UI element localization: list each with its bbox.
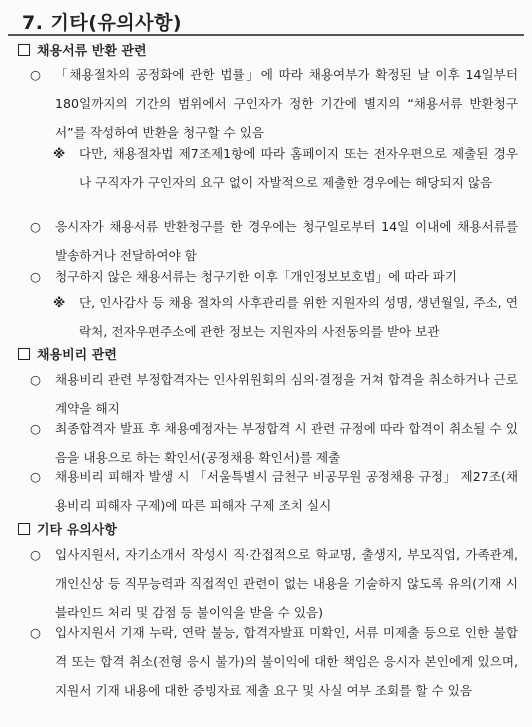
section-heading-other-notes: 기타 유의사항 <box>18 519 117 538</box>
title-divider <box>8 34 524 36</box>
circle-bullet-icon: ○ <box>30 219 41 234</box>
list-item: ○ 입사지원서 기재 누락, 연락 불능, 합격자발표 미확인, 서류 미제출 등으로 인한 불합격 또는 합격 취소(전형 응시 불가)의 불이익에 대한 책임은 응시자 본인에게 있으며, 지원서 기재 내용에 대한 증빙자료 제출 요구 및 사실 여부 조회를 할 수 있음 <box>30 618 518 705</box>
square-bullet-icon <box>18 348 30 360</box>
circle-bullet-icon: ○ <box>30 469 41 484</box>
section-heading-document-return: 채용서류 반환 관련 <box>18 40 147 59</box>
square-bullet-icon <box>18 523 30 535</box>
list-item: ○ 채용비리 관련 부정합격자는 인사위원회의 심의·결정을 거쳐 합격을 취소하거나 근로계약을 해지 <box>30 365 518 423</box>
section-heading-hiring-fraud: 채용비리 관련 <box>18 344 117 363</box>
list-item: ○ 최종합격자 발표 후 채용예정자는 부정합격 시 관련 규정에 따라 합격이 취소될 수 있음을 내용으로 하는 확인서(공정채용 확인서)를 제출 <box>30 414 518 472</box>
list-item: ○ 채용비리 피해자 발생 시 「서울특별시 금천구 비공무원 공정채용 규정」 제27조(채용비리 피해자 구제)에 따른 피해자 구제 조치 실시 <box>30 462 518 520</box>
list-item: ○ 청구하지 않은 채용서류는 청구기한 이후「개인정보보호법」에 따라 파기 <box>30 262 518 291</box>
list-item: ○ 입사지원서, 자기소개서 작성시 직·간접적으로 학교명, 출생지, 부모직업, 가족관계, 개인신상 등 직무능력과 직접적인 관련이 없는 내용을 기술하지 않도록 유의(기재 시 블라인드 처리 및 감점 등 불이익을 받을 수 있음) <box>30 540 518 627</box>
circle-bullet-icon: ○ <box>30 547 41 562</box>
note-item: ※ 다만, 채용절차법 제7조제1항에 따라 홈페이지 또는 전자우편으로 제출된 경우나 구직자가 구인자의 요구 없이 자발적으로 제출한 경우에는 해당되지 않음 <box>53 139 518 197</box>
circle-bullet-icon: ○ <box>30 372 41 387</box>
list-item: ○ 「채용절차의 공정화에 관한 법률」에 따라 채용여부가 확정된 날 이후 14일부터 180일까지의 기간의 범위에서 구인자가 정한 기간에 별지의 “채용서류 반환청구서”를 작성하여 반환을 청구할 수 있음 <box>30 60 518 147</box>
reference-mark-icon: ※ <box>53 146 66 161</box>
circle-bullet-icon: ○ <box>30 625 41 640</box>
circle-bullet-icon: ○ <box>30 421 41 436</box>
list-item: ○ 응시자가 채용서류 반환청구를 한 경우에는 청구일로부터 14일 이내에 채용서류를 발송하거나 전달하여야 함 <box>30 212 518 270</box>
page-title: 7. 기타(유의사항) <box>22 12 183 34</box>
reference-mark-icon: ※ <box>53 295 66 310</box>
note-item: ※ 단, 인사감사 등 채용 절차의 사후관리를 위한 지원자의 성명, 생년월일, 주소, 연락처, 전자우편주소에 관한 정보는 지원자의 사전동의를 받아 보관 <box>53 288 518 346</box>
square-bullet-icon <box>18 44 30 56</box>
circle-bullet-icon: ○ <box>30 67 41 82</box>
circle-bullet-icon: ○ <box>30 269 41 284</box>
